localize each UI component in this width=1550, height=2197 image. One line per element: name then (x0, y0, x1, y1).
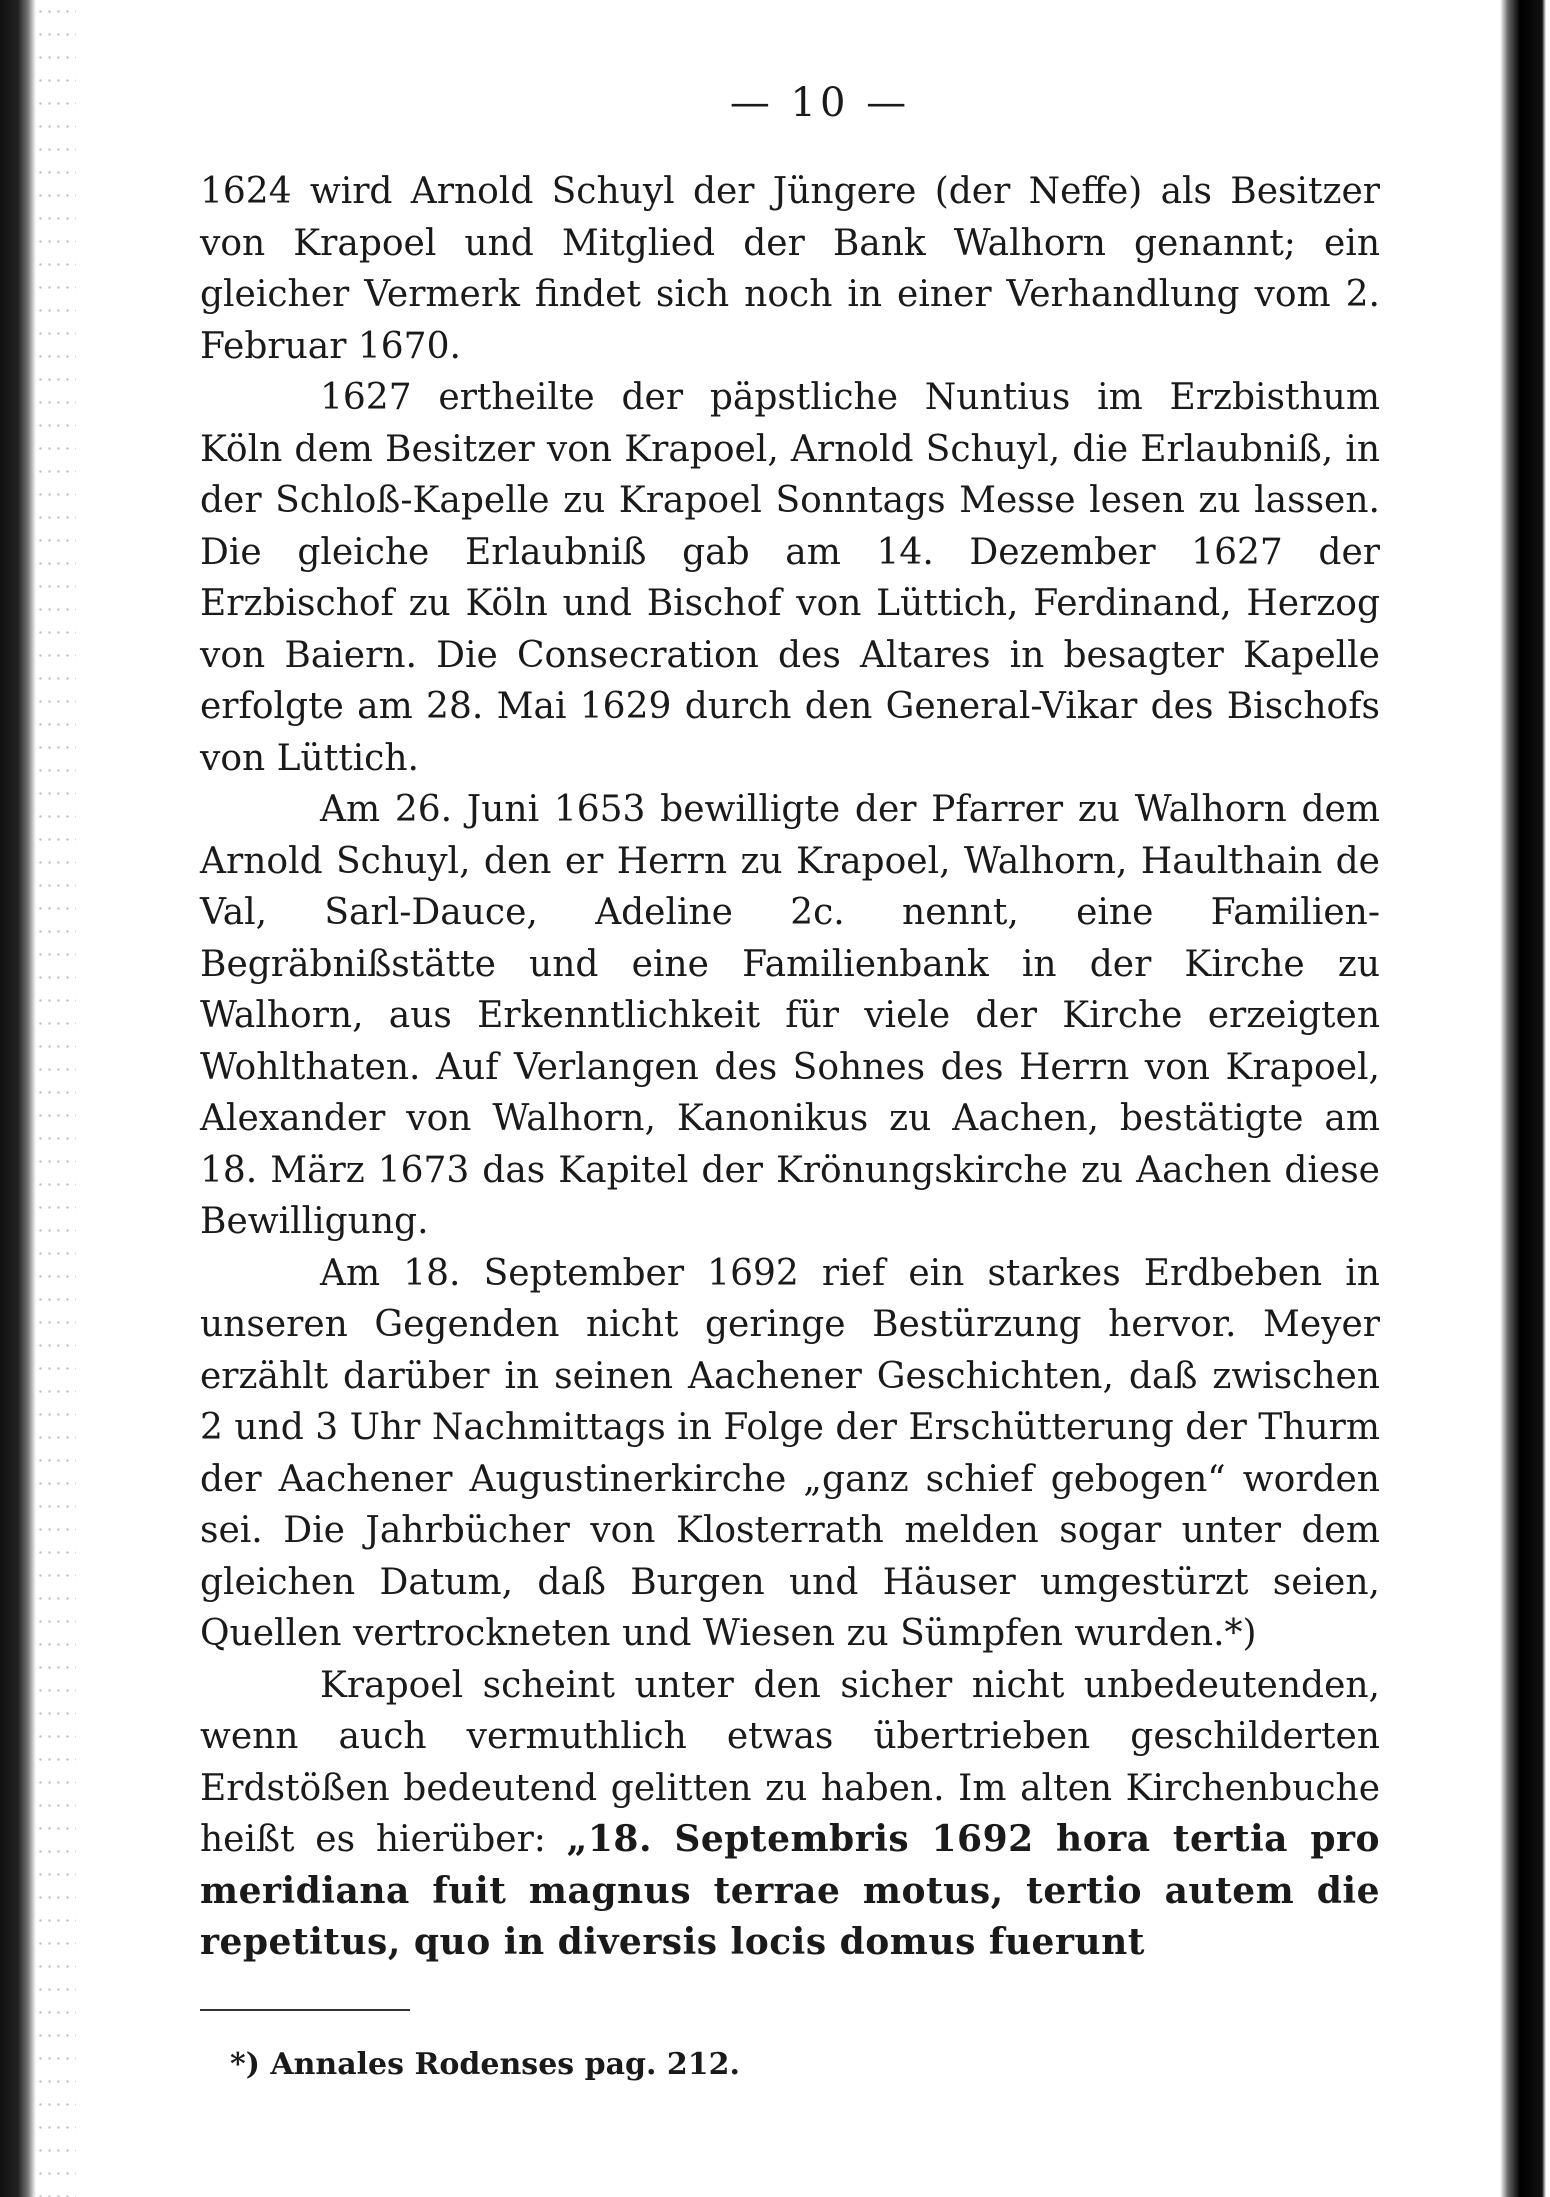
paragraph-1692: Am 18. September 1692 rief ein starkes Erdbeben in unseren Gegenden nicht geringe Bestürzung hervor. Meyer erzählt darüber in seinen Aachener Geschichten, daß zwischen 2 und 3 Uhr Nachmittags in Folge der Erschütterung der Thurm der Aachener Augustinerkirche „ganz schief gebogen“ worden sei. Die Jahrbücher von Klosterrath melden sogar unter dem gleichen Datum, daß Burgen und Häuser umgestürzt seien, Quellen vertrockneten und Wiesen zu Sümpfen wurden.*) (200, 1252, 1380, 1654)
paragraph-krapoel-latin-quote: „18. Septembris 1692 hora tertia pro meridiana fuit magnus terrae motus, tertio autem die repetitus, quo in diversis locis domus fuerunt (200, 1818, 1380, 1963)
paragraph-1624: 1624 wird Arnold Schuyl der Jüngere (der Neffe) als Besitzer von Krapoel und Mitglied der Bank Walhorn genannt; ein gleicher Vermerk findet sich noch in einer Verhandlung vom 2. Februar 1670. (200, 171, 1380, 367)
paragraph-1653: Am 26. Juni 1653 bewilligte der Pfarrer zu Walhorn dem Arnold Schuyl, den er Herrn zu Krapoel, Walhorn, Haulthain de Val, Sarl-Dauce, Adeline 2c. nennt, eine Familien-Begräbnißstätte und eine Familienbank in der Kirche zu Walhorn, aus Erkenntlichkeit für viele der Kirche erzeigten Wohlthaten. Auf Verlangen des Sohnes des Herrn von Krapoel, Alexander von Walhorn, Kanonikus zu Aachen, bestätigte am 18. März 1673 das Kapitel der Krönungskirche zu Aachen diese Bewilligung. (200, 789, 1380, 1242)
paragraph-krapoel-german: Krapoel scheint unter den sicher nicht unbedeutenden, wenn auch vermuthlich etwas übertrieben geschilderten Erdstößen bedeutend gelitten zu haben. Im alten Kirchenbuche heißt es hierüber: (200, 1664, 1380, 1860)
footnote-divider (200, 2009, 410, 2011)
scan-edge-left (0, 0, 36, 2197)
page-number: — 10 — (729, 80, 911, 126)
footnote: *) Annales Rodenses pag. 212. (230, 2046, 740, 2082)
paragraph-krapoel (200, 1660, 1380, 1969)
book-page (200, 80, 1380, 2082)
paragraph-1627: 1627 ertheilte der päpstliche Nuntius im Erzbisthum Köln dem Besitzer von Krapoel, Arnold Schuyl, die Erlaubniß, in der Schloß-Kapelle zu Krapoel Sonntags Messe lesen zu lassen. Die gleiche Erlaubniß gab am 14. Dezember 1627 der Erzbischof zu Köln und Bischof von Lüttich, Ferdinand, Herzog von Baiern. Die Consecration des Altares in besagter Kapelle erfolgte am 28. Mai 1629 durch den General-Vikar des Bischofs von Lüttich. (200, 377, 1380, 779)
scan-edge-right (1500, 0, 1550, 2197)
scan-specks-left (36, 0, 76, 2197)
